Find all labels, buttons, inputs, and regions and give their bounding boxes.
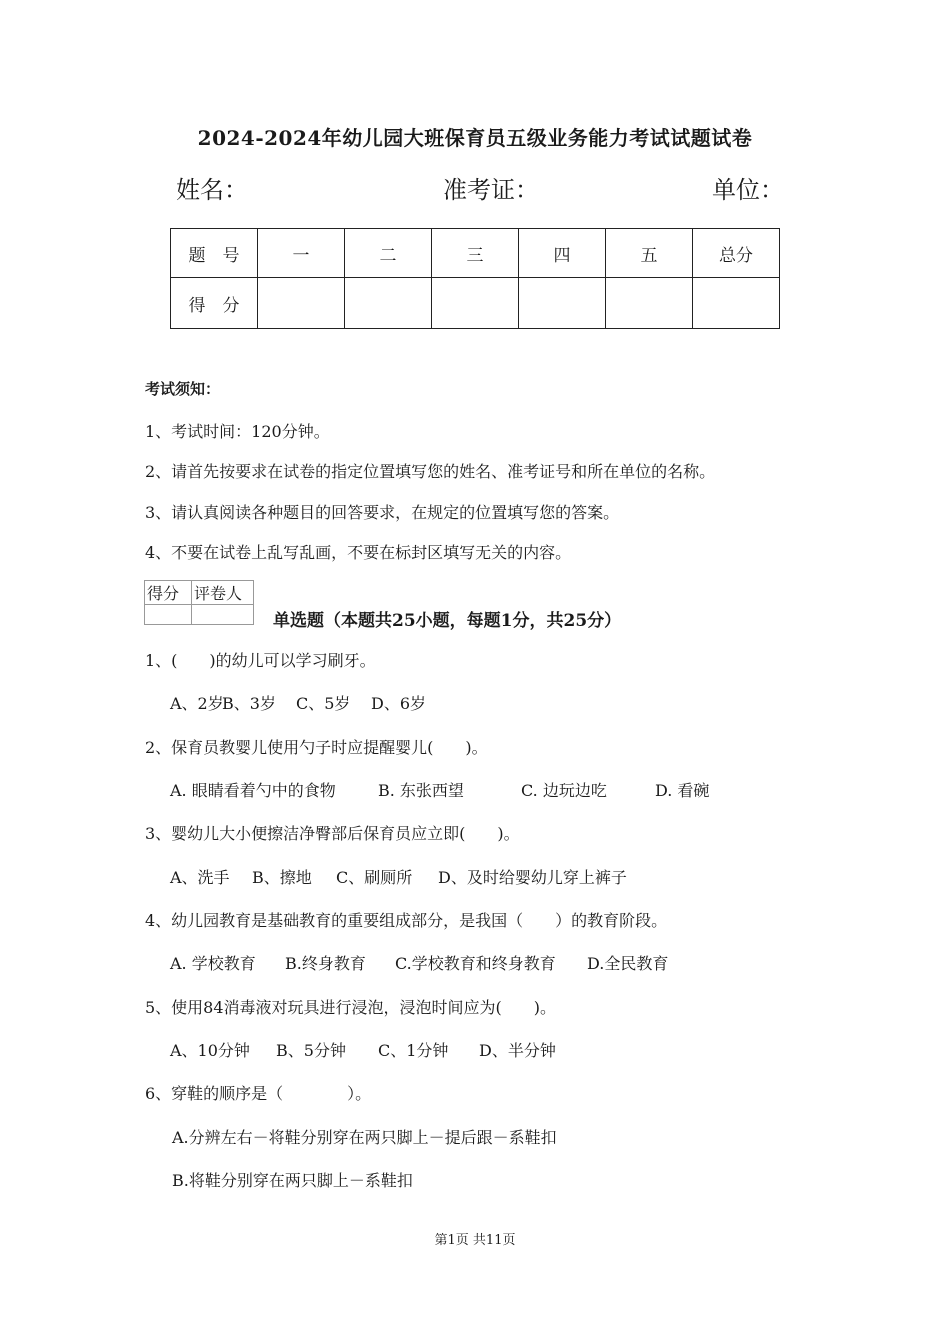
question-options	[170, 1038, 556, 1061]
option: C、刷厕所	[336, 868, 413, 887]
question-options	[170, 778, 709, 801]
score-header-cell: 题 号	[171, 229, 258, 278]
notice-item: 2、请首先按要求在试卷的指定位置填写您的姓名、准考证号和所在单位的名称。	[145, 462, 716, 481]
score-header-cell: 一	[258, 229, 345, 278]
question-options	[170, 691, 426, 714]
question-stem: 3、婴幼儿大小便擦洁净臀部后保育员应立即( )。	[145, 824, 520, 843]
option: A.分辨左右－将鞋分别穿在两只脚上－提后跟－系鞋扣	[172, 1128, 557, 1147]
score-header-cell: 总分	[693, 229, 780, 278]
grader-box	[144, 580, 254, 625]
option: A. 眼睛看着勺中的食物	[170, 781, 336, 800]
score-header-cell: 二	[345, 229, 432, 278]
score-cell	[519, 278, 606, 329]
page-title: 2024-2024年幼儿园大班保育员五级业务能力考试试题试卷	[197, 126, 753, 150]
name-label: 姓名：	[176, 176, 248, 204]
option: B、5分钟	[276, 1041, 346, 1060]
score-cell	[606, 278, 693, 329]
score-row-label: 得 分	[171, 278, 258, 329]
score-cell	[345, 278, 432, 329]
option: D. 看碗	[655, 781, 710, 800]
grader-score-label: 得分	[145, 581, 192, 605]
option: D、半分钟	[479, 1041, 556, 1060]
option: B.终身教育	[285, 954, 366, 973]
score-header-cell: 四	[519, 229, 606, 278]
option: C、1分钟	[378, 1041, 449, 1060]
question-stem: 2、保育员教婴儿使用勺子时应提醒婴儿( )。	[145, 738, 488, 757]
notice-item: 4、不要在试卷上乱写乱画，不要在标封区填写无关的内容。	[145, 543, 572, 562]
grader-label: 评卷人	[192, 581, 254, 605]
question-stem: 6、穿鞋的顺序是（ ）。	[145, 1084, 372, 1103]
score-header-cell: 三	[432, 229, 519, 278]
option: C. 边玩边吃	[521, 781, 607, 800]
option: A、2岁	[170, 694, 224, 713]
option: A、10分钟	[170, 1041, 250, 1060]
notice-item: 3、请认真阅读各种题目的回答要求，在规定的位置填写您的答案。	[145, 503, 620, 522]
unit-label: 单位：	[712, 176, 784, 204]
question-stem: 1、( )的幼儿可以学习刷牙。	[145, 651, 376, 670]
question-stem: 5、使用84消毒液对玩具进行浸泡，浸泡时间应为( )。	[145, 998, 557, 1017]
option: B.将鞋分别穿在两只脚上－系鞋扣	[172, 1171, 413, 1190]
question-stem: 4、幼儿园教育是基础教育的重要组成部分，是我国（ ）的教育阶段。	[145, 911, 668, 930]
score-cell	[693, 278, 780, 329]
option: A、洗手	[170, 868, 230, 887]
exam-id-label: 准考证：	[443, 176, 539, 204]
score-table-score-row	[171, 278, 780, 329]
option: D、及时给婴幼儿穿上裤子	[438, 868, 627, 887]
grader-name-cell	[192, 605, 254, 625]
option: D、6岁	[371, 694, 427, 713]
score-header-cell: 五	[606, 229, 693, 278]
notice-item: 1、考试时间：120分钟。	[145, 422, 330, 441]
score-cell	[432, 278, 519, 329]
page-footer: 第1页 共11页	[434, 1233, 516, 1248]
option: C.学校教育和终身教育	[395, 954, 556, 973]
section-title: 单选题（本题共25小题，每题1分，共25分）	[273, 611, 622, 631]
notice-heading: 考试须知：	[145, 380, 221, 398]
score-table-header-row	[171, 229, 780, 278]
option: A. 学校教育	[170, 954, 256, 973]
score-table	[170, 228, 780, 329]
option: D.全民教育	[587, 954, 669, 973]
question-options	[170, 865, 627, 888]
question-options	[170, 951, 668, 974]
option: B、3岁	[222, 694, 276, 713]
grader-score-cell	[145, 605, 192, 625]
score-cell	[258, 278, 345, 329]
option: B、擦地	[252, 868, 312, 887]
option: C、5岁	[296, 694, 351, 713]
option: B. 东张西望	[378, 781, 464, 800]
